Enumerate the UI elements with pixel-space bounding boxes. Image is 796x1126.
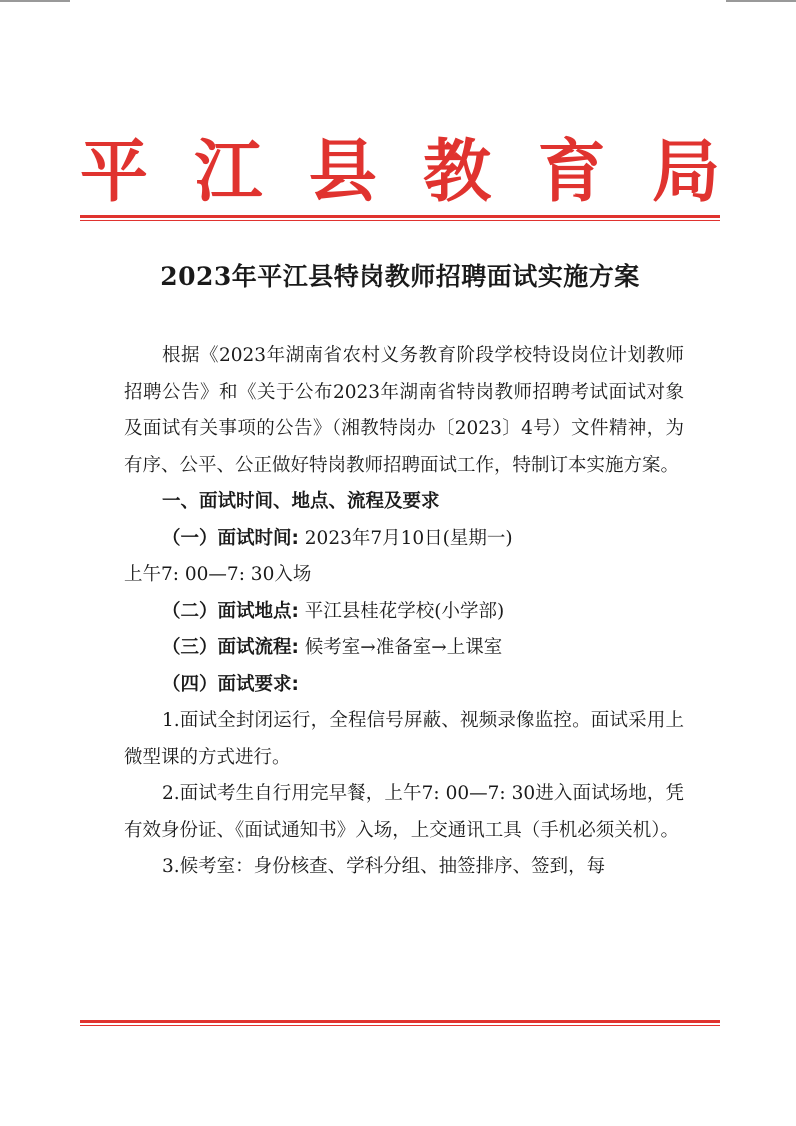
section-heading: 一、面试时间、地点、流程及要求 bbox=[162, 491, 440, 512]
interview-process bbox=[124, 630, 684, 667]
letterhead-char: 育 bbox=[537, 132, 606, 212]
scan-edge-mark bbox=[726, 0, 796, 2]
interview-time bbox=[124, 521, 684, 558]
item-label: （一）面试时间: bbox=[162, 527, 299, 549]
letterhead-char: 平 bbox=[80, 132, 149, 212]
intro-paragraph: 根据《2023年湖南省农村义务教育阶段学校特设岗位计划教师招聘公告》和《关于公布2023年湖南省特岗教师招聘考试面试对象及面试有关事项的公告》（湘教特岗办〔2023〕4号）文件精神，为有序、公平、公正做好特岗教师招聘面试工作，特制订本实施方案。 bbox=[124, 345, 684, 476]
letterhead-org-name bbox=[80, 132, 720, 212]
scan-edge-mark bbox=[0, 0, 70, 2]
interview-location bbox=[124, 594, 684, 631]
letterhead-char: 局 bbox=[651, 132, 720, 212]
item-label: （三）面试流程: bbox=[162, 637, 299, 658]
item-value: 候考室→准备室→上课室 bbox=[298, 637, 503, 658]
requirement-2: 2.面试考生自行用完早餐，上午7: 00—7: 30进入面试场地，凭有效身份证、《面试通知书》入场，上交通讯工具（手机必须关机）。 bbox=[124, 783, 684, 841]
item-value: 2023年7月10日(星期一) bbox=[298, 527, 513, 549]
requirement-3: 3.候考室：身份核查、学科分组、抽签排序、签到，每 bbox=[162, 856, 606, 877]
item-value: 平江县桂花学校(小学部) bbox=[298, 600, 505, 622]
letterhead-divider bbox=[80, 215, 720, 221]
entry-time: 上午7: 00—7: 30入场 bbox=[124, 564, 312, 585]
footer-divider bbox=[80, 1020, 720, 1026]
letterhead-char: 江 bbox=[194, 132, 263, 212]
requirement-1: 1.面试全封闭运行，全程信号屏蔽、视频录像监控。面试采用上微型课的方式进行。 bbox=[124, 710, 684, 768]
document-body bbox=[124, 338, 684, 886]
item-label: （四）面试要求: bbox=[162, 673, 299, 695]
letterhead-char: 县 bbox=[308, 132, 377, 212]
item-label: （二）面试地点: bbox=[162, 600, 299, 622]
letterhead-char: 教 bbox=[423, 132, 492, 212]
interview-requirements-heading bbox=[124, 667, 684, 704]
document-title: 2023年平江县特岗教师招聘面试实施方案 bbox=[160, 262, 640, 291]
